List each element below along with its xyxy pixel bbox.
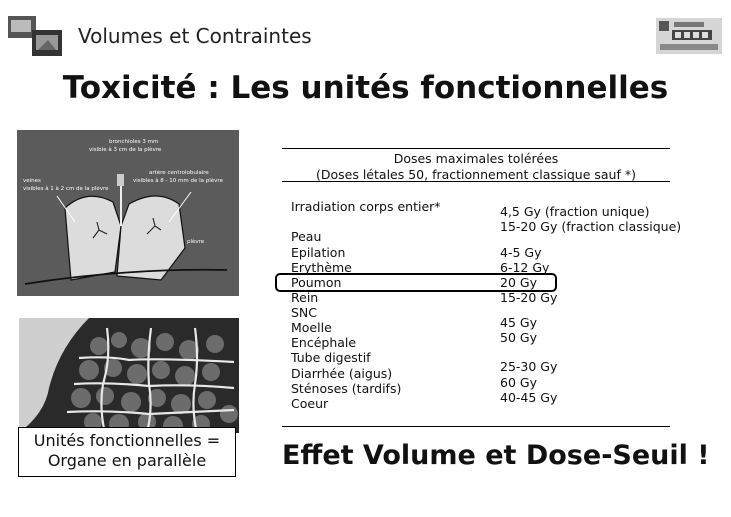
label-bronchioles: bronchioles 3 mm	[109, 139, 159, 145]
label-veines-detail: visibles à 1 à 2 cm de la plèvre	[23, 186, 109, 192]
label-arteres: artère centrolobulaire	[149, 170, 209, 176]
label-veines: veines	[23, 178, 41, 184]
table-label: Erythème	[291, 260, 352, 275]
institution-logo-right	[656, 18, 722, 54]
table-label: Encéphale	[291, 335, 357, 350]
table-label: Epilation	[291, 245, 346, 260]
table-value: 20 Gy	[500, 275, 537, 290]
caption-line-2: Organe en parallèle	[47, 451, 207, 470]
institution-logo-left	[8, 16, 64, 58]
table-label: Sténoses (tardifs)	[291, 381, 402, 396]
table-label: Tube digestif	[291, 350, 371, 365]
caption-box	[18, 427, 236, 477]
label-plevre: plèvre	[187, 239, 205, 245]
table-value: 6-12 Gy	[500, 260, 550, 275]
table-label: Moelle	[291, 320, 332, 335]
table-value: 15-20 Gy	[500, 290, 558, 305]
table-header-subtitle: (Doses létales 50, fractionnement classique sauf *)	[316, 167, 636, 182]
table-value: 4-5 Gy	[500, 245, 542, 260]
table-header	[282, 151, 670, 183]
table-label: Diarrhée (aigus)	[291, 366, 393, 381]
table-value: 45 Gy	[500, 315, 537, 330]
table-value: 40-45 Gy	[500, 390, 558, 405]
table-value: 60 Gy	[500, 375, 537, 390]
table-label: Peau	[291, 229, 322, 244]
table-bottom-rule	[282, 426, 670, 427]
header-title: Volumes et Contraintes	[78, 24, 312, 48]
table-value: 25-30 Gy	[500, 359, 558, 374]
table-label: Poumon	[291, 275, 342, 290]
ct-scan-image	[19, 318, 239, 433]
table-label: Coeur	[291, 396, 329, 411]
caption-line-1: Unités fonctionnelles =	[33, 431, 221, 450]
table-value: 15-20 Gy (fraction classique)	[500, 219, 682, 234]
table-value: 50 Gy	[500, 330, 537, 345]
table-value: 4,5 Gy (fraction unique)	[500, 204, 650, 219]
table-label: Rein	[291, 290, 319, 305]
table-header-rule	[282, 181, 670, 182]
slide-title: Toxicité : Les unités fonctionnelles	[62, 70, 669, 106]
table-label: SNC	[291, 305, 318, 320]
poumon-highlight-box	[275, 273, 557, 292]
table-header-title: Doses maximales tolérées	[393, 151, 559, 166]
label-bronchioles-detail: visible à 3 cm de la plèvre	[89, 147, 162, 153]
table-label: Irradiation corps entier*	[291, 199, 441, 214]
table-top-rule	[282, 148, 670, 149]
conclusion-text: Effet Volume et Dose-Seuil !	[282, 440, 710, 471]
lung-lobule-diagram	[17, 130, 239, 296]
label-arteres-detail: visibles à 8 - 10 mm de la plèvre	[133, 178, 223, 184]
